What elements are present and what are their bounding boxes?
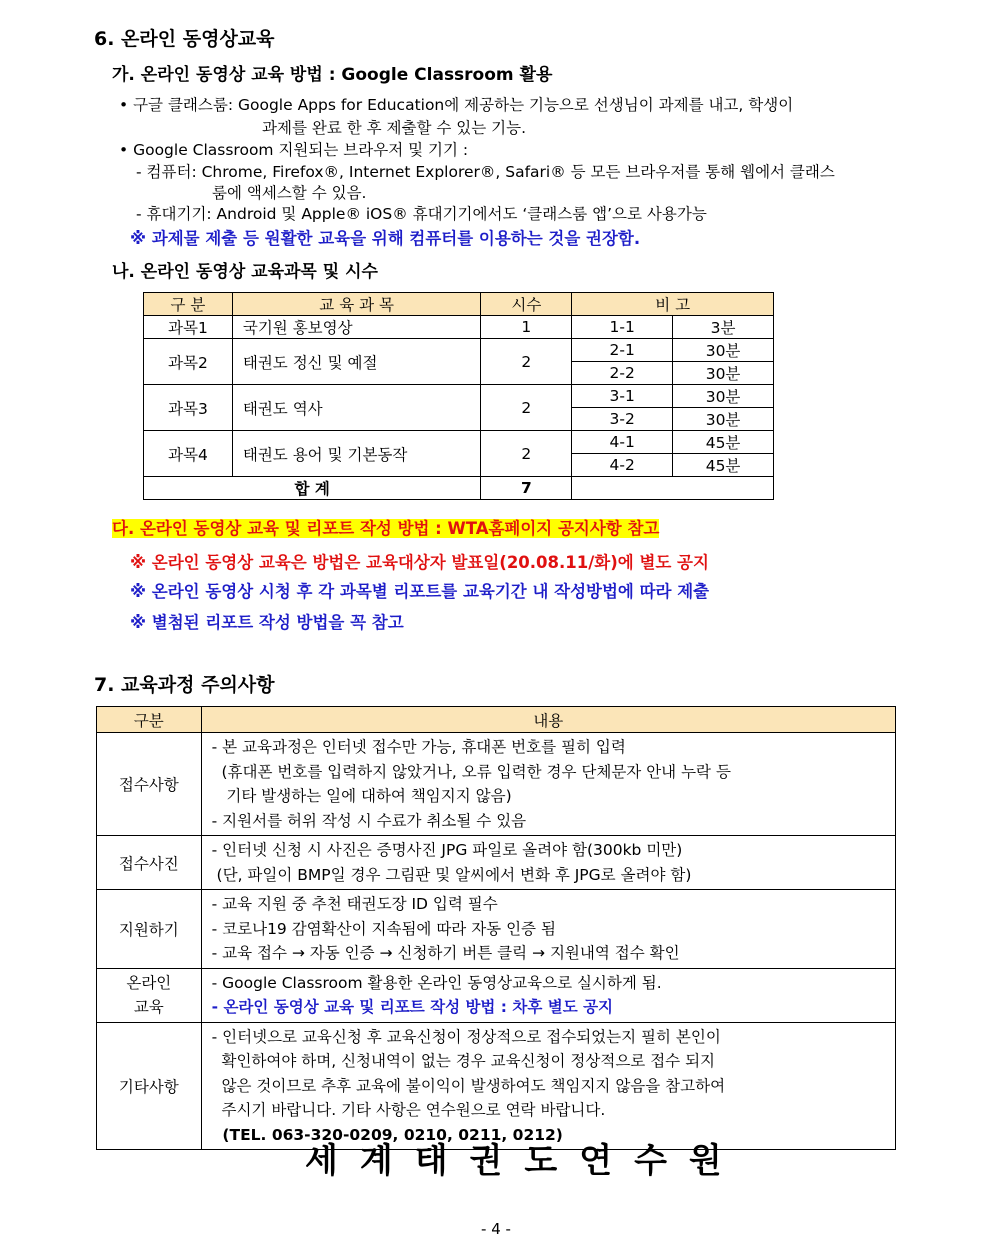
section7-title: 7. 교육과정 주의사항 <box>94 674 275 696</box>
table-row-hours: 2 <box>481 339 572 385</box>
table-row-part: 3-2 <box>572 408 673 431</box>
bullet-computer-1: - 컴퓨터: Chrome, Firefox®, Internet Explorer®, Safari® 등 모든 브라우저를 통해 웹에서 클래스 <box>136 163 835 181</box>
content-line: (휴대폰 번호를 입력하지 않았거나, 오류 입력한 경우 단체문자 안내 누락 등 <box>211 762 731 781</box>
table-row-duration: 30분 <box>673 408 774 431</box>
table-row-duration: 30분 <box>673 339 774 362</box>
content-line-blue: - 온라인 동영상 교육 및 리포트 작성 방법 : 차후 별도 공지 <box>211 998 614 1016</box>
table-row-duration: 45분 <box>673 454 774 477</box>
bullet-browsers: • Google Classroom 지원되는 브라우저 및 기기 : <box>119 141 469 159</box>
bullet-mobile: - 휴대기기: Android 및 Apple® iOS® 휴대기기에서도 ‘클래스룸 앱’으로 사용가능 <box>136 205 707 223</box>
table-row-subject: 태권도 정신 및 예절 <box>232 339 481 385</box>
row-content <box>201 1022 895 1150</box>
table-row-subject: 태권도 역사 <box>232 385 481 431</box>
row-content <box>201 890 895 969</box>
content-line: 않은 것이므로 추후 교육에 불이익이 발생하여도 책임지지 않음을 참고하여 <box>211 1076 726 1095</box>
blue-note-2: ※ 온라인 동영상 시청 후 각 과목별 리포트를 교육기간 내 작성방법에 따라 제출 <box>130 582 710 601</box>
total-note <box>572 477 774 500</box>
row-label: 기타사항 <box>97 1022 202 1150</box>
table-row-gubun: 과목1 <box>144 316 233 339</box>
highlighted-text: 다. 온라인 동영상 교육 및 리포트 작성 방법 : WTA홈페이지 공지사항 참고 <box>112 519 660 538</box>
row-label: 접수사항 <box>97 733 202 836</box>
subsection-ga: 가. 온라인 동영상 교육 방법 : Google Classroom 활용 <box>112 65 553 85</box>
content-line: - 교육 접수 → 자동 인증 → 신청하기 버튼 클릭 → 지원내역 접수 확인 <box>211 944 680 962</box>
section6-title: 6. 온라인 동영상교육 <box>94 28 275 50</box>
total-label: 합 계 <box>144 477 481 500</box>
th-hours: 시수 <box>481 293 572 316</box>
bullet-classroom-1: • 구글 클래스룸: Google Apps for Education에 제공하는 기능으로 선생님이 과제를 내고, 학생이 <box>119 96 794 114</box>
table-row-hours: 1 <box>481 316 572 339</box>
row-content <box>201 836 895 890</box>
content-line: - 인터넷으로 교육신청 후 교육신청이 정상적으로 접수되었는지 필히 본인이 <box>211 1027 721 1046</box>
bullet-computer-2: 룸에 액세스할 수 있음. <box>212 184 367 202</box>
subsection-da <box>112 515 659 539</box>
table-row-gubun: 과목4 <box>144 431 233 477</box>
row-content <box>201 968 895 1022</box>
content-line: - 인터넷 신청 시 사진은 증명사진 JPG 파일로 올려야 함(300kb 미만) <box>211 841 683 859</box>
content-line: - 교육 지원 중 추천 태권도장 ID 입력 필수 <box>211 895 498 913</box>
content-line: 주시기 바랍니다. 기타 사항은 연수원으로 연락 바랍니다. <box>211 1101 606 1119</box>
table-row-duration: 45분 <box>673 431 774 454</box>
table-row-part: 4-1 <box>572 431 673 454</box>
table-row-part: 4-2 <box>572 454 673 477</box>
th-gubun: 구분 <box>97 707 202 733</box>
row-label: 온라인 교육 <box>97 968 202 1022</box>
th-subject: 교 육 과 목 <box>232 293 481 316</box>
content-line: 기타 발생하는 일에 대하여 책임지지 않음) <box>211 787 512 805</box>
notice-table <box>96 706 896 1150</box>
row-label: 지원하기 <box>97 890 202 969</box>
content-line: - 지원서를 허위 작성 시 수료가 취소될 수 있음 <box>211 811 527 830</box>
content-line: - Google Classroom 활용한 온라인 동영상교육으로 실시하게 됨. <box>211 973 662 992</box>
page-number: - 4 - <box>481 1220 511 1238</box>
th-content: 내용 <box>201 707 895 733</box>
table-row-part: 1-1 <box>572 316 673 339</box>
subsection-na: 나. 온라인 동영상 교육과목 및 시수 <box>112 262 378 282</box>
th-note: 비 고 <box>572 293 774 316</box>
note-recommend-pc: ※ 과제물 제출 등 원활한 교육을 위해 컴퓨터를 이용하는 것을 권장함. <box>130 229 641 248</box>
table-row-part: 2-2 <box>572 362 673 385</box>
content-line: 확인하여야 하며, 신청내역이 없는 경우 교육신청이 정상적으로 접수 되지 <box>211 1052 716 1070</box>
table-row-hours: 2 <box>481 385 572 431</box>
table-row-duration: 30분 <box>673 385 774 408</box>
table-row-subject: 국기원 홍보영상 <box>232 316 481 339</box>
contact-phone: (TEL. 063-320-0209, 0210, 0211, 0212) <box>211 1125 563 1144</box>
table-row-hours: 2 <box>481 431 572 477</box>
course-table <box>143 292 774 500</box>
bullet-classroom-2: 과제를 완료 한 후 제출할 수 있는 기능. <box>262 119 527 137</box>
red-note-1: ※ 온라인 동영상 교육은 방법은 교육대상자 발표일(20.08.11/화)에 별도 공지 <box>130 553 709 572</box>
content-line: - 본 교육과정은 인터넷 접수만 가능, 휴대폰 번호를 필히 입력 <box>211 738 626 756</box>
table-row-part: 3-1 <box>572 385 673 408</box>
table-row-duration: 3분 <box>673 316 774 339</box>
table-row-subject: 태권도 용어 및 기본동작 <box>232 431 481 477</box>
table-row-gubun: 과목2 <box>144 339 233 385</box>
table-row-part: 2-1 <box>572 339 673 362</box>
total-hours: 7 <box>481 477 572 500</box>
organization-name: 세계태권도연수원 <box>305 1141 744 1181</box>
table-row-gubun: 과목3 <box>144 385 233 431</box>
th-gubun: 구 분 <box>144 293 233 316</box>
content-line: (단, 파일이 BMP일 경우 그림판 및 알씨에서 변화 후 JPG로 올려야 함) <box>211 865 692 884</box>
row-label: 접수사진 <box>97 836 202 890</box>
content-line: - 코로나19 감염확산이 지속됨에 따라 자동 인증 됨 <box>211 919 556 938</box>
table-row-duration: 30분 <box>673 362 774 385</box>
row-content <box>201 733 895 836</box>
blue-note-3: ※ 별첨된 리포트 작성 방법을 꼭 참고 <box>130 613 404 632</box>
